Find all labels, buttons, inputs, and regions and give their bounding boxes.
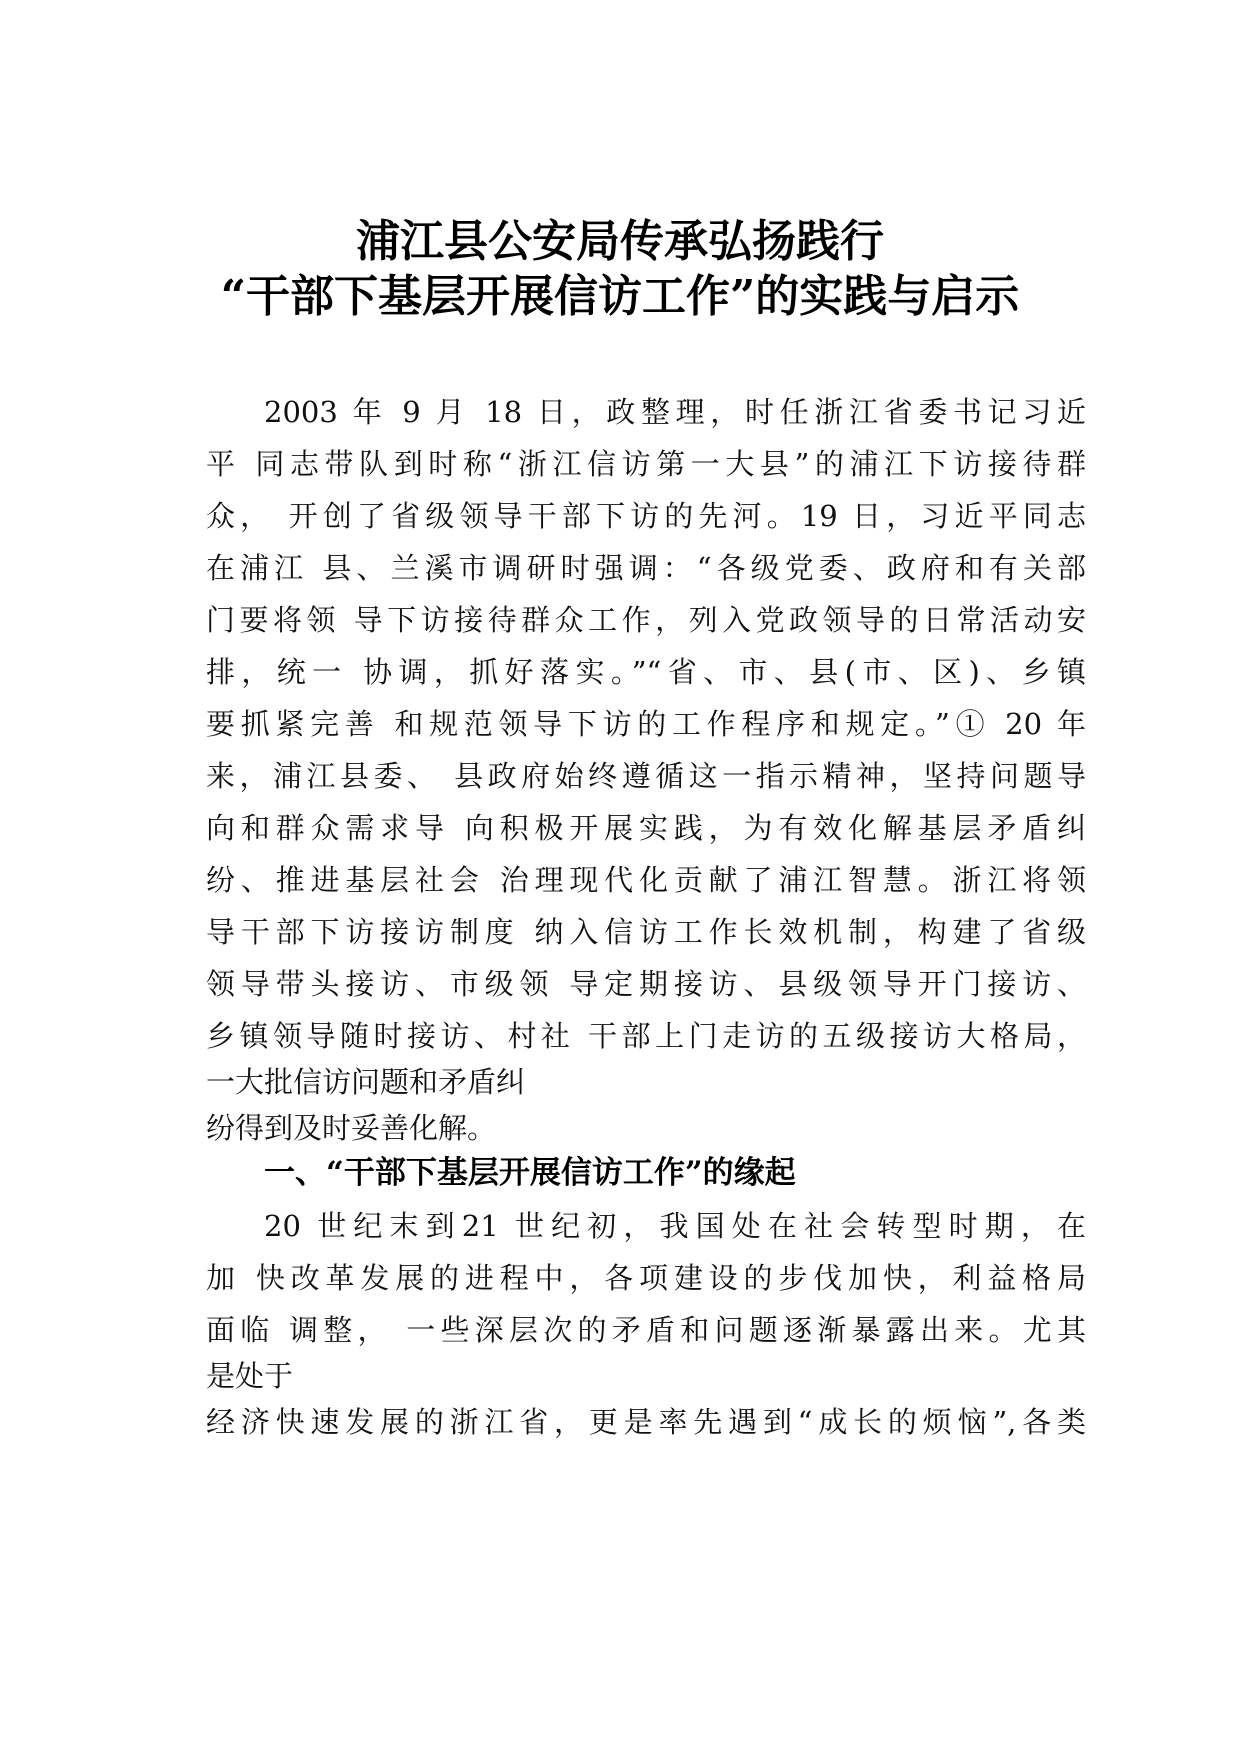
document-title-line-2: “干部下基层开展信访工作”的实践与启示 — [220, 271, 1020, 322]
paragraph-2 — [206, 1200, 1086, 1448]
paragraph-line: 平 同志带队到时称“浙江信访第一大县”的浦江下访接待群 — [206, 447, 1086, 481]
paragraph-line: 来，浦江县委、 县政府始终遵循这一指示精神，坚持问题导 — [206, 759, 1086, 793]
paragraph-line: 门要将领 导下访接待群众工作，列入党政领导的日常活动安 — [206, 603, 1086, 637]
paragraph-line: 纷、推进基层社会 治理现代化贡献了浦江智慧。浙江将领 — [206, 863, 1086, 897]
paragraph-line: 向和群众需求导 向积极开展实践，为有效化解基层矛盾纠 — [206, 811, 1086, 845]
paragraph-1 — [206, 386, 1086, 1154]
paragraph-line: 面临 调整， 一些深层次的矛盾和问题逐渐暴露出来。尤其 — [206, 1313, 1086, 1347]
document-title-line-1: 浦江县公安局传承弘扬践行 — [356, 216, 884, 267]
paragraph-line: 众， 开创了省级领导干部下访的先河。19 日，习近平同志 — [206, 499, 1086, 533]
paragraph-line: 排，统一 协调，抓好落实。”“省、市、县(市、区)、乡镇 — [206, 655, 1086, 689]
paragraph-line: 2003 年 9 月 18 日，政整理，时任浙江省委书记习近 — [264, 395, 1086, 429]
paragraph-line: 领导带头接访、市级领 导定期接访、县级领导开门接访、 — [206, 967, 1086, 1001]
paragraph-line: 乡镇领导随时接访、村社 干部上门走访的五级接访大格局， — [206, 1019, 1086, 1053]
section-heading-1: 一、“干部下基层开展信访工作”的缘起 — [264, 1155, 796, 1191]
paragraph-line: 20 世纪末到21 世纪初，我国处在社会转型时期，在 — [264, 1209, 1086, 1243]
paragraph-line: 一大批信访问题和矛盾纠 — [206, 1065, 526, 1099]
paragraph-line: 纷得到及时妥善化解。 — [206, 1111, 497, 1145]
paragraph-line: 导干部下访接访制度 纳入信访工作长效机制，构建了省级 — [206, 915, 1086, 949]
paragraph-line: 是处于 — [206, 1359, 294, 1393]
paragraph-line: 在浦江 县、兰溪市调研时强调：“各级党委、政府和有关部 — [206, 551, 1086, 585]
paragraph-line: 加 快改革发展的进程中，各项建设的步伐加快，利益格局 — [206, 1261, 1086, 1295]
paragraph-line: 经济快速发展的浙江省，更是率先遇到“成长的烦恼”,各类 — [206, 1405, 1086, 1439]
paragraph-line: 要抓紧完善 和规范领导下访的工作程序和规定。”① 20 年 — [206, 707, 1086, 741]
